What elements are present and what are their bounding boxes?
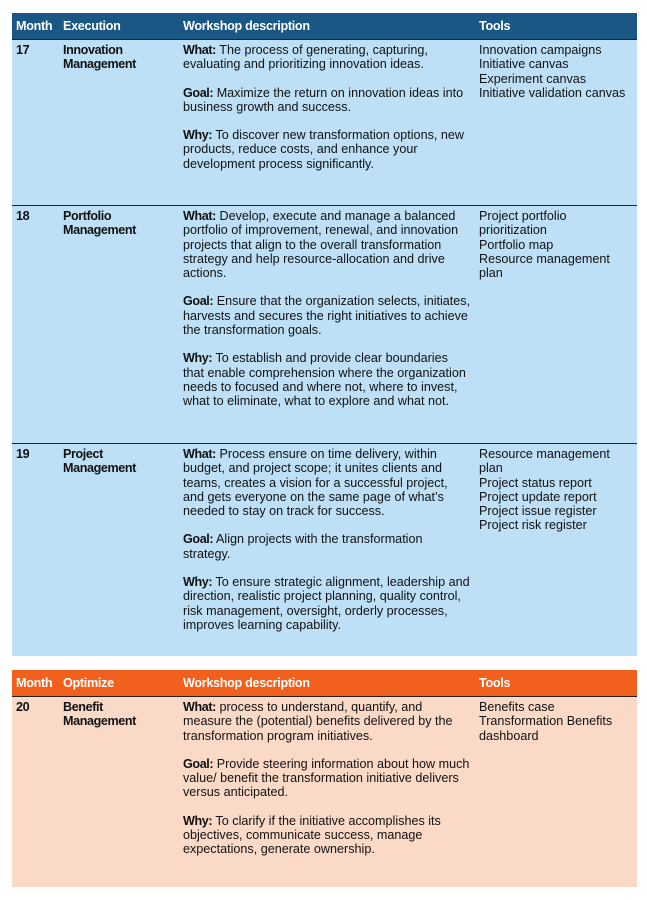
why-paragraph bbox=[183, 351, 471, 408]
table-row bbox=[12, 40, 637, 206]
why-label: Why: bbox=[183, 351, 213, 366]
month-number: 17 bbox=[16, 43, 30, 57]
goal-text: Maximize the return on innovation ideas into business growth and success. bbox=[183, 85, 464, 114]
goal-paragraph bbox=[183, 757, 471, 800]
tool-item: Initiative canvas bbox=[479, 57, 569, 72]
goal-paragraph bbox=[183, 294, 471, 337]
tools-cell bbox=[475, 40, 637, 206]
optimize-table bbox=[12, 670, 637, 887]
month-number: 18 bbox=[16, 209, 30, 223]
goal-text: Provide steering information about how much value/ benefit the transformation initiative delivers versus anticipated. bbox=[183, 756, 470, 800]
workshop-name-cell bbox=[59, 697, 179, 888]
tool-item: Transformation Benefits dashboard bbox=[479, 714, 613, 743]
goal-paragraph bbox=[183, 86, 471, 115]
what-paragraph bbox=[183, 700, 471, 743]
what-paragraph bbox=[183, 209, 471, 280]
workshop-name: Project Management bbox=[63, 447, 136, 476]
goal-label: Goal: bbox=[183, 532, 214, 547]
goal-text: Align projects with the transformation strategy. bbox=[183, 532, 423, 561]
tool-item: Experiment canvas bbox=[479, 71, 587, 86]
header-month: Month bbox=[12, 13, 59, 40]
execution-table bbox=[12, 13, 637, 656]
month-cell bbox=[12, 697, 59, 888]
month-number: 20 bbox=[16, 700, 30, 714]
workshop-name: Benefit Management bbox=[63, 700, 136, 729]
what-text: Process ensure on time delivery, within budget, and project scope; it unites clients and teams, creates a vision for a successful project, and gets everyone on the same page of what’s needed to stay on track for success. bbox=[183, 447, 448, 519]
tools-cell bbox=[475, 697, 637, 888]
tool-item: Portfolio map bbox=[479, 237, 554, 252]
what-text: process to understand, quantify, and measure the (potential) benefits delivered by the transformation program initiatives. bbox=[183, 700, 453, 743]
why-text: To clarify if the initiative accomplishes its objectives, communicate success, manage expectations, generate ownership. bbox=[183, 813, 441, 857]
description-cell bbox=[179, 444, 475, 657]
goal-paragraph bbox=[183, 532, 471, 561]
why-label: Why: bbox=[183, 128, 213, 143]
workshop-name-cell bbox=[59, 206, 179, 444]
tool-item: Project status report bbox=[479, 475, 592, 490]
tool-item: Resource management plan bbox=[479, 447, 610, 476]
workshop-name: Innovation Management bbox=[63, 43, 136, 72]
tools-cell bbox=[475, 206, 637, 444]
tool-item: Project issue register bbox=[479, 504, 597, 519]
what-paragraph bbox=[183, 43, 471, 72]
header-description: Workshop description bbox=[179, 670, 475, 697]
month-cell bbox=[12, 206, 59, 444]
table-row bbox=[12, 206, 637, 444]
description-cell bbox=[179, 40, 475, 206]
header-description: Workshop description bbox=[179, 13, 475, 40]
tool-item: Project update report bbox=[479, 489, 597, 504]
why-paragraph bbox=[183, 814, 471, 857]
tool-item: Innovation campaigns bbox=[479, 43, 602, 57]
goal-label: Goal: bbox=[183, 294, 214, 309]
why-text: To establish and provide clear boundaries that enable comprehension where the organization needs to focused and where not, where to invest, what to eliminate, what to explore and what not. bbox=[183, 351, 466, 409]
what-label: What: bbox=[183, 43, 216, 57]
workshop-name-cell bbox=[59, 40, 179, 206]
tool-item: Resource management plan bbox=[479, 251, 610, 281]
what-label: What: bbox=[183, 700, 216, 714]
description-cell bbox=[179, 206, 475, 444]
why-paragraph bbox=[183, 128, 471, 171]
header-tools: Tools bbox=[475, 13, 637, 40]
header-phase: Execution bbox=[59, 13, 179, 40]
optimize-header-row bbox=[12, 670, 637, 697]
execution-header-row bbox=[12, 13, 637, 40]
month-cell bbox=[12, 444, 59, 657]
what-text: The process of generating, capturing, evaluating and prioritizing innovation ideas. bbox=[183, 43, 428, 72]
description-cell bbox=[179, 697, 475, 888]
month-cell bbox=[12, 40, 59, 206]
header-tools: Tools bbox=[475, 670, 637, 697]
why-text: To discover new transformation options, new products, reduce costs, and enhance your development process significantly. bbox=[183, 128, 464, 171]
goal-text: Ensure that the organization selects, initiates, harvests and secures the right initiatives to achieve the transformation goals. bbox=[183, 294, 471, 338]
workshop-name: Portfolio Management bbox=[63, 209, 136, 238]
what-label: What: bbox=[183, 209, 216, 223]
tool-item: Project portfolio prioritization bbox=[479, 209, 567, 238]
what-text: Develop, execute and manage a balanced portfolio of improvement, renewal, and innovation projects that align to the overall transformation strategy and help resource-allocation and drive actions. bbox=[183, 209, 459, 281]
goal-label: Goal: bbox=[183, 756, 214, 771]
header-month: Month bbox=[12, 670, 59, 697]
why-label: Why: bbox=[183, 813, 213, 828]
table-row bbox=[12, 444, 637, 657]
why-label: Why: bbox=[183, 575, 213, 590]
table-row bbox=[12, 697, 637, 888]
goal-label: Goal: bbox=[183, 85, 214, 100]
what-paragraph bbox=[183, 447, 471, 518]
workshop-name-cell bbox=[59, 444, 179, 657]
what-label: What: bbox=[183, 447, 216, 461]
tools-cell bbox=[475, 444, 637, 657]
why-text: To ensure strategic alignment, leadership and direction, realistic project planning, quality control, risk management, oversight, orderly processes, improves learning capability. bbox=[183, 575, 470, 632]
why-paragraph bbox=[183, 575, 471, 632]
month-number: 19 bbox=[16, 447, 30, 461]
tool-item: Benefits case bbox=[479, 700, 555, 714]
tool-item: Initiative validation canvas bbox=[479, 85, 626, 100]
header-phase: Optimize bbox=[59, 670, 179, 697]
tool-item: Project risk register bbox=[479, 518, 587, 533]
